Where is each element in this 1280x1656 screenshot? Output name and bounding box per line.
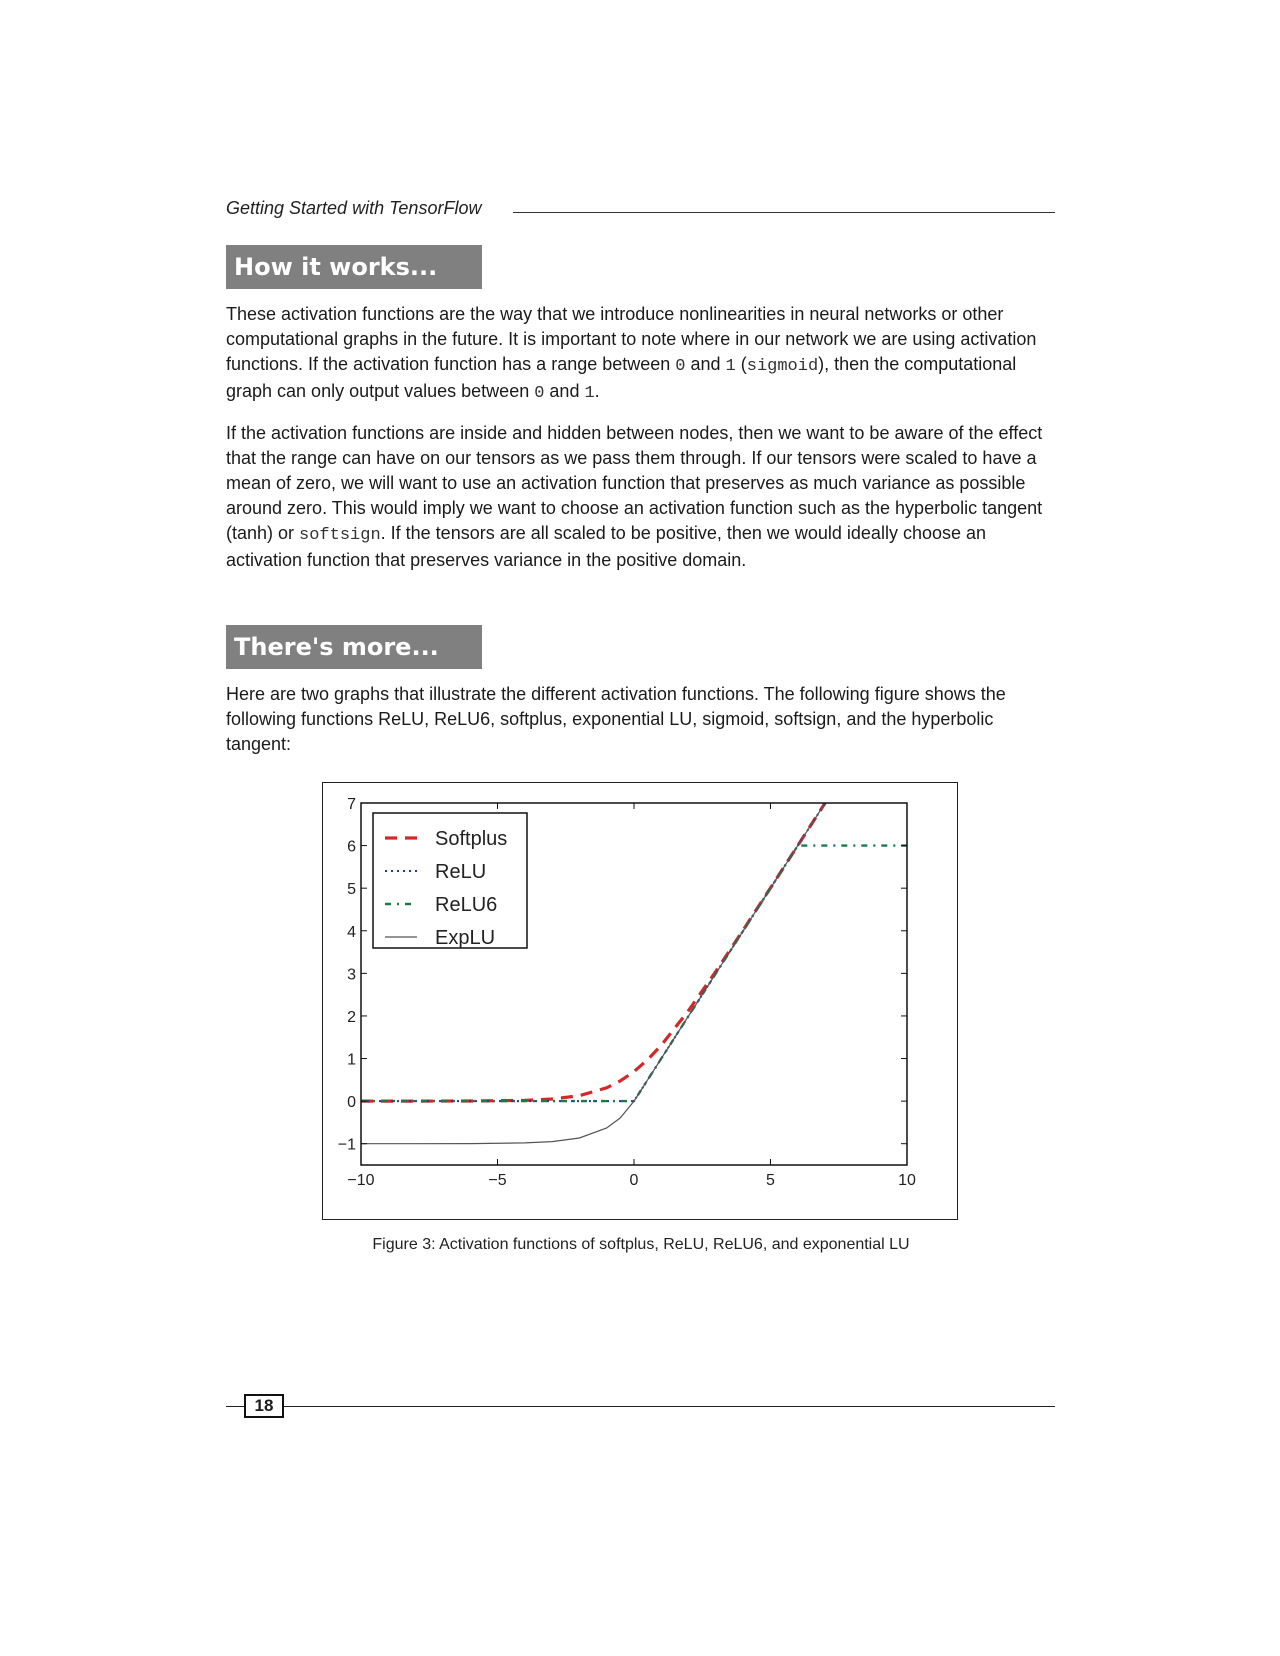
text-span: . If the tensors are all scaled to be positive, then we would ideally choose an activation function that preserves variance in the positive domain. (226, 523, 987, 570)
legend-label-explu: ExpLU (435, 927, 496, 949)
section-heading-theres-more: There's more... (226, 625, 482, 669)
legend-label-relu: ReLU (435, 861, 487, 883)
y-tick-label: 1 (347, 1051, 356, 1069)
inline-code: sigmoid (746, 357, 819, 376)
paragraph-hidden-nodes (226, 421, 1056, 573)
chart-svg (323, 783, 956, 1218)
text-span: ( (735, 354, 747, 374)
text-span: ), then the computational graph can only output values between (226, 354, 1017, 401)
legend-label-softplus: Softplus (435, 828, 508, 850)
inline-code: 1 (725, 357, 736, 376)
x-tick-label: 10 (898, 1172, 916, 1189)
y-tick-label: 5 (347, 881, 356, 899)
running-header (226, 198, 1055, 224)
paragraph-activation-ranges (226, 302, 1056, 406)
page-number: 18 (244, 1394, 284, 1418)
y-tick-label: 3 (347, 966, 356, 984)
y-tick-label: 6 (347, 838, 356, 856)
x-tick-label: −10 (347, 1172, 375, 1189)
x-tick-label: 5 (766, 1172, 775, 1189)
inline-code: 1 (584, 384, 595, 403)
y-tick-label: 7 (347, 796, 356, 813)
section-heading-how-it-works: How it works... (226, 245, 482, 289)
inline-code: softsign (299, 526, 381, 545)
text-span: and (685, 354, 726, 374)
inline-code: 0 (534, 384, 545, 403)
paragraph-two-graphs: Here are two graphs that illustrate the different activation functions. The following figure shows the following functions ReLU, ReLU6, softplus, exponential LU, sigmoid, softsign, and the hyperbolic tangent: (226, 684, 1006, 754)
figure-caption: Figure 3: Activation functions of softplus, ReLU, ReLU6, and exponential LU (372, 1236, 910, 1253)
y-tick-label: 4 (347, 923, 356, 941)
y-tick-label: 0 (347, 1094, 356, 1112)
legend-label-relu6: ReLU6 (435, 894, 498, 916)
y-tick-label: −1 (337, 1136, 356, 1154)
x-tick-label: 0 (629, 1172, 639, 1189)
inline-code: 0 (675, 357, 686, 376)
running-header-title: Getting Started with TensorFlow (226, 198, 482, 218)
figure-activation-chart (322, 782, 958, 1220)
footer-rule-right (284, 1406, 1055, 1407)
x-tick-label: −5 (488, 1172, 507, 1189)
text-span: These activation functions are the way that we introduce nonlinearities in neural networks or other computational graphs in the future. It is important to note where in our network we are using activation functions. If the activation function has a range between (226, 304, 1037, 374)
text-span: and (544, 381, 585, 401)
text-span: If the activation functions are inside and hidden between nodes, then we want to be aware of the effect that the range can have on our tensors as we pass them through. If our tensors were scaled to have a mean of zero, we will want to use an activation function that preserves as much variance as possible around zero. This would imply we want to choose an activation function such as the hyperbolic tangent (tanh) or (226, 423, 1043, 543)
footer-rule-left (226, 1406, 244, 1407)
text-span: . (594, 381, 600, 401)
running-header-rule (513, 212, 1055, 213)
page-footer (226, 1392, 1055, 1422)
y-tick-label: 2 (347, 1008, 356, 1026)
